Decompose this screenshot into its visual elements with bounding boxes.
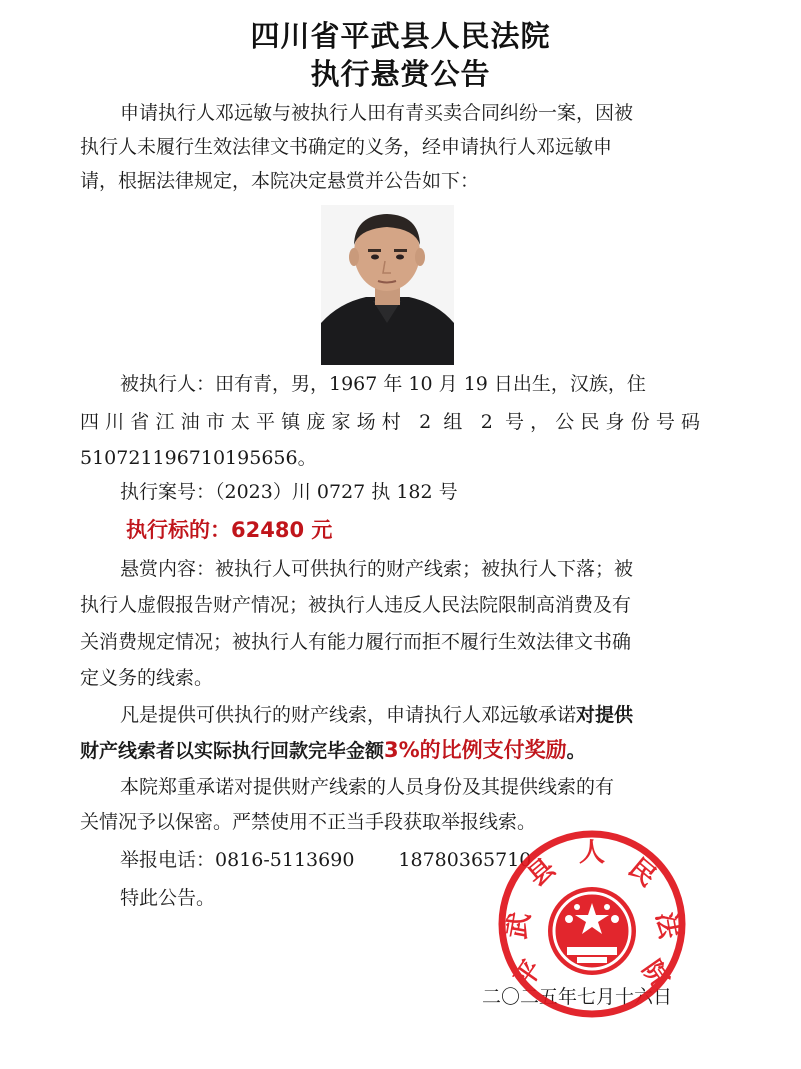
reward-terms-plain: 凡是提供可供执行的财产线索，申请执行人邓远敏承诺 bbox=[120, 704, 577, 726]
case-number: 执行案号：（2023）川 0727 执 182 号 bbox=[120, 481, 458, 503]
notice-date: 二〇二五年七月十六日 bbox=[482, 986, 673, 1008]
debtor-id-number: 510721196710195656。 bbox=[80, 447, 317, 469]
svg-text:法: 法 bbox=[649, 910, 684, 942]
intro-line-2: 执行人未履行生效法律文书确定的义务，经申请执行人邓远敏申 bbox=[80, 136, 613, 158]
debtor-line-1: 被执行人：田有青，男，1967 年 10 月 19 日出生，汉族，住 bbox=[120, 373, 646, 395]
reward-ratio: 3%的比例支付奖励 bbox=[384, 738, 567, 762]
person-portrait-icon bbox=[321, 205, 454, 365]
svg-text:平: 平 bbox=[508, 955, 549, 994]
confidentiality-line-1: 本院郑重承诺对提供财产线索的人员身份及其提供线索的有 bbox=[120, 776, 615, 798]
reward-terms-end: 。 bbox=[566, 740, 586, 762]
svg-text:人: 人 bbox=[578, 838, 606, 868]
reward-content-line-1: 悬赏内容：被执行人可供执行的财产线索；被执行人下落；被 bbox=[120, 558, 634, 580]
reward-content-line-4: 定义务的线索。 bbox=[80, 667, 214, 689]
svg-text:院: 院 bbox=[635, 955, 676, 994]
reward-terms-line-1 bbox=[120, 703, 633, 727]
svg-text:武: 武 bbox=[502, 910, 537, 942]
reward-terms-bold: 对提供 bbox=[576, 704, 634, 726]
hotline-row bbox=[120, 848, 531, 872]
confidentiality-line-2: 关情况予以保密。严禁使用不正当手段获取举报线索。 bbox=[80, 811, 537, 833]
debtor-photo bbox=[321, 205, 454, 365]
court-seal-icon bbox=[497, 829, 687, 1019]
reward-content-line-2: 执行人虚假报告财产情况；被执行人违反人民法院限制高消费及有 bbox=[80, 594, 632, 616]
debtor-line-2: 四川省江油市太平镇庞家场村 2 组 2 号，公民身份号码 bbox=[80, 411, 700, 433]
intro-line-1: 申请执行人邓远敏与被执行人田有青买卖合同纠纷一案，因被 bbox=[120, 102, 634, 124]
court-title: 四川省平武县人民法院 bbox=[250, 19, 551, 53]
reward-content-line-3: 关消费规定情况；被执行人有能力履行而拒不履行生效法律文书确 bbox=[80, 631, 632, 653]
hotline-phone-2: 18780365710 bbox=[398, 849, 532, 871]
reward-terms-bold-2: 财产线索者以实际执行回款完毕金额 bbox=[80, 740, 385, 762]
svg-text:县: 县 bbox=[522, 853, 562, 893]
execution-target-amount: 执行标的：62480 元 bbox=[126, 518, 333, 542]
reward-terms-line-2 bbox=[80, 738, 586, 763]
svg-text:民: 民 bbox=[622, 853, 662, 893]
closing-text: 特此公告。 bbox=[120, 887, 216, 909]
hotline-label: 举报电话： bbox=[120, 849, 216, 871]
intro-line-3: 请，根据法律规定，本院决定悬赏并公告如下： bbox=[80, 170, 480, 192]
notice-title: 执行悬赏公告 bbox=[310, 57, 491, 91]
hotline-phone-1: 0816-5113690 bbox=[215, 849, 355, 871]
